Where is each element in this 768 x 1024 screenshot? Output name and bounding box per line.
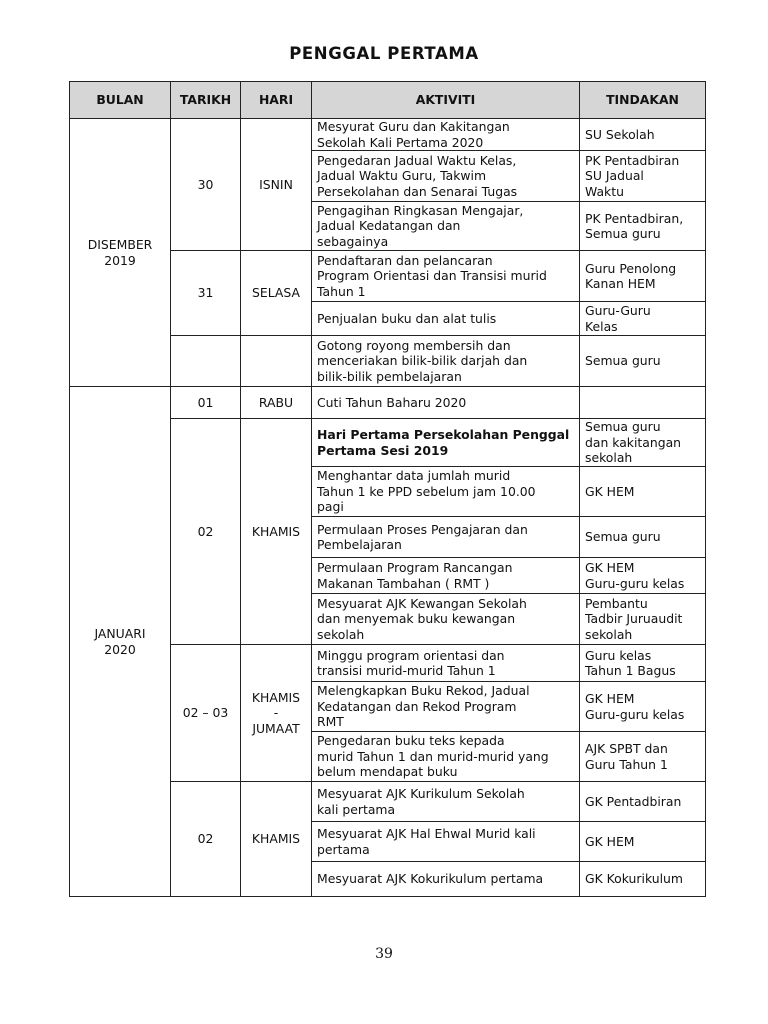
day-cell: ISNIN [241, 119, 312, 251]
action-cell: PK Pentadbiran SU Jadual Waktu [580, 151, 706, 202]
action-cell: SU Sekolah [580, 119, 706, 151]
activity-cell: Mesyuarat AJK Kokurikulum pertama [312, 862, 580, 897]
table-row [70, 119, 706, 151]
activity-cell: Permulaan Proses Pengajaran dan Pembelajaran [312, 517, 580, 558]
date-cell [171, 336, 241, 387]
action-cell: GK Pentadbiran [580, 782, 706, 822]
activity-cell: Penjualan buku dan alat tulis [312, 302, 580, 336]
month-label: DISEMBER [87, 237, 153, 252]
date-cell: 30 [171, 119, 241, 251]
activity-cell: Melengkapkan Buku Rekod, Jadual Kedatangan dan Rekod Program RMT [312, 682, 580, 732]
header-tarikh: TARIKH [171, 82, 241, 119]
action-cell: Guru kelas Tahun 1 Bagus [580, 645, 706, 682]
day-cell: KHAMIS [241, 782, 312, 897]
activity-cell: Mesyuarat AJK Kewangan Sekolah dan menyemak buku kewangan sekolah [312, 594, 580, 645]
day-cell: KHAMIS [241, 419, 312, 645]
day-cell: KHAMIS - JUMAAT [241, 645, 312, 782]
activity-cell: Hari Pertama Persekolahan Penggal Pertama Sesi 2019 [312, 419, 580, 467]
day-cell [241, 336, 312, 387]
action-cell: GK HEM [580, 467, 706, 517]
month-year: 2019 [104, 252, 136, 268]
table-row [70, 387, 706, 419]
header-hari: HARI [241, 82, 312, 119]
header-row [70, 82, 706, 119]
activity-cell: Mesyuarat AJK Hal Ehwal Murid kali pertama [312, 822, 580, 862]
month-year: 2020 [104, 641, 136, 657]
action-cell: Pembantu Tadbir Juruaudit sekolah [580, 594, 706, 645]
page-title: PENGGAL PERTAMA [289, 44, 479, 63]
action-cell: GK Kokurikulum [580, 862, 706, 897]
date-cell: 31 [171, 251, 241, 336]
date-cell: 02 [171, 419, 241, 645]
date-cell: 02 – 03 [171, 645, 241, 782]
activity-cell: Minggu program orientasi dan transisi murid-murid Tahun 1 [312, 645, 580, 682]
action-cell: AJK SPBT dan Guru Tahun 1 [580, 732, 706, 782]
activity-cell: Pendaftaran dan pelancaran Program Orientasi dan Transisi murid Tahun 1 [312, 251, 580, 302]
header-aktiviti: AKTIVITI [312, 82, 580, 119]
action-cell: GK HEM Guru-guru kelas [580, 682, 706, 732]
activity-cell: Gotong royong membersih dan menceriakan bilik-bilik darjah dan bilik-bilik pembelajaran [312, 336, 580, 387]
activity-cell: Menghantar data jumlah murid Tahun 1 ke PPD sebelum jam 10.00 pagi [312, 467, 580, 517]
month-cell [70, 387, 171, 897]
header-tindakan: TINDAKAN [580, 82, 706, 119]
action-cell: Semua guru [580, 517, 706, 558]
activity-cell: Cuti Tahun Baharu 2020 [312, 387, 580, 419]
month-label: JANUARI [94, 626, 146, 641]
activity-cell: Pengagihan Ringkasan Mengajar, Jadual Kedatangan dan sebagainya [312, 202, 580, 251]
action-cell: GK HEM [580, 822, 706, 862]
action-cell [580, 387, 706, 419]
activity-cell: Mesyurat Guru dan Kakitangan Sekolah Kali Pertama 2020 [312, 119, 580, 151]
day-cell: RABU [241, 387, 312, 419]
action-cell: Semua guru dan kakitangan sekolah [580, 419, 706, 467]
action-cell: PK Pentadbiran, Semua guru [580, 202, 706, 251]
date-cell: 01 [171, 387, 241, 419]
action-cell: Semua guru [580, 336, 706, 387]
activity-cell: Pengedaran buku teks kepada murid Tahun 1 dan murid-murid yang belum mendapat buku [312, 732, 580, 782]
schedule-table [69, 81, 706, 897]
activity-cell: Mesyuarat AJK Kurikulum Sekolah kali pertama [312, 782, 580, 822]
date-cell: 02 [171, 782, 241, 897]
page-number: 39 [375, 946, 393, 962]
activity-cell: Permulaan Program Rancangan Makanan Tambahan ( RMT ) [312, 558, 580, 594]
month-cell [70, 119, 171, 387]
activity-cell: Pengedaran Jadual Waktu Kelas, Jadual Waktu Guru, Takwim Persekolahan dan Senarai Tugas [312, 151, 580, 202]
header-bulan: BULAN [70, 82, 171, 119]
action-cell: GK HEM Guru-guru kelas [580, 558, 706, 594]
day-cell: SELASA [241, 251, 312, 336]
action-cell: Guru-Guru Kelas [580, 302, 706, 336]
action-cell: Guru Penolong Kanan HEM [580, 251, 706, 302]
